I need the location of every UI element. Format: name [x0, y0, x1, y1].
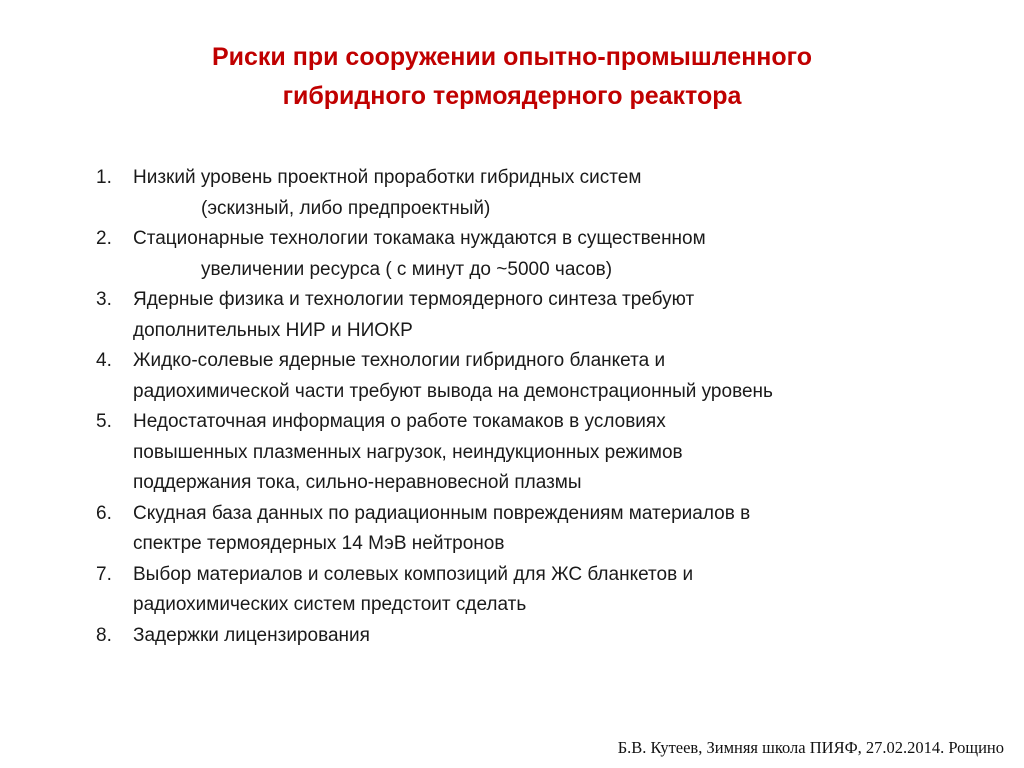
- risk-text: поддержания тока, сильно-неравновесной плазмы: [133, 472, 582, 493]
- risk-number: 8.: [96, 624, 112, 646]
- risk-item-6: [96, 499, 996, 560]
- risk-number: 4.: [96, 350, 112, 371]
- risk-text: Скудная база данных по радиационным повреждениям материалов в: [133, 502, 751, 524]
- risk-text: Ядерные физика и технологии термоядерного синтеза требуют: [133, 289, 695, 310]
- risk-item-4: [96, 346, 996, 407]
- risk-item-7: [96, 560, 996, 621]
- risk-number: 5.: [96, 411, 112, 432]
- risk-text: радиохимических систем предстоит сделать: [133, 594, 527, 615]
- slide-footer: Б.В. Кутеев, Зимняя школа ПИЯФ, 27.02.2014. Рощино: [617, 738, 1004, 757]
- risk-number: 2.: [96, 228, 112, 249]
- risk-text: спектре термоядерных 14 МэВ нейтронов: [133, 533, 505, 554]
- risk-number: 7.: [96, 563, 112, 585]
- risk-text: радиохимической части требуют вывода на демонстрационный уровень: [133, 380, 773, 402]
- slide-title-line-1: Риски при сооружении опытно-промышленного: [211, 43, 813, 71]
- risk-text: Жидко-солевые ядерные технологии гибридного бланкета и: [133, 350, 666, 371]
- risk-text: Низкий уровень проектной проработки гибридных систем: [133, 167, 642, 188]
- risk-number: 1.: [96, 167, 112, 188]
- risk-item-5: [96, 407, 996, 499]
- risk-text: Выбор материалов и солевых композиций для ЖС бланкетов и: [133, 563, 694, 585]
- risk-number: 6.: [96, 502, 112, 524]
- risk-text: дополнительных НИР и НИОКР: [133, 319, 413, 341]
- risk-text: повышенных плазменных нагрузок, неиндукционных режимов: [133, 441, 683, 463]
- slide-title: [100, 38, 924, 116]
- risk-number: 3.: [96, 289, 112, 310]
- risk-item-8: [96, 621, 996, 652]
- risk-text: увеличении ресурса ( с минут до ~5000 часов): [201, 258, 613, 280]
- risk-list: [96, 163, 996, 651]
- risk-item-2: [96, 224, 996, 285]
- risk-text: Недостаточная информация о работе токамаков в условиях: [133, 411, 666, 432]
- risk-text: Стационарные технологии токамака нуждаются в существенном: [133, 228, 706, 249]
- risk-text: (эскизный, либо предпроектный): [201, 197, 491, 219]
- risk-text: Задержки лицензирования: [133, 624, 370, 646]
- risk-item-3: [96, 285, 996, 346]
- slide-title-line-2: гибридного термоядерного реактора: [282, 82, 742, 110]
- risk-item-1: [96, 163, 996, 224]
